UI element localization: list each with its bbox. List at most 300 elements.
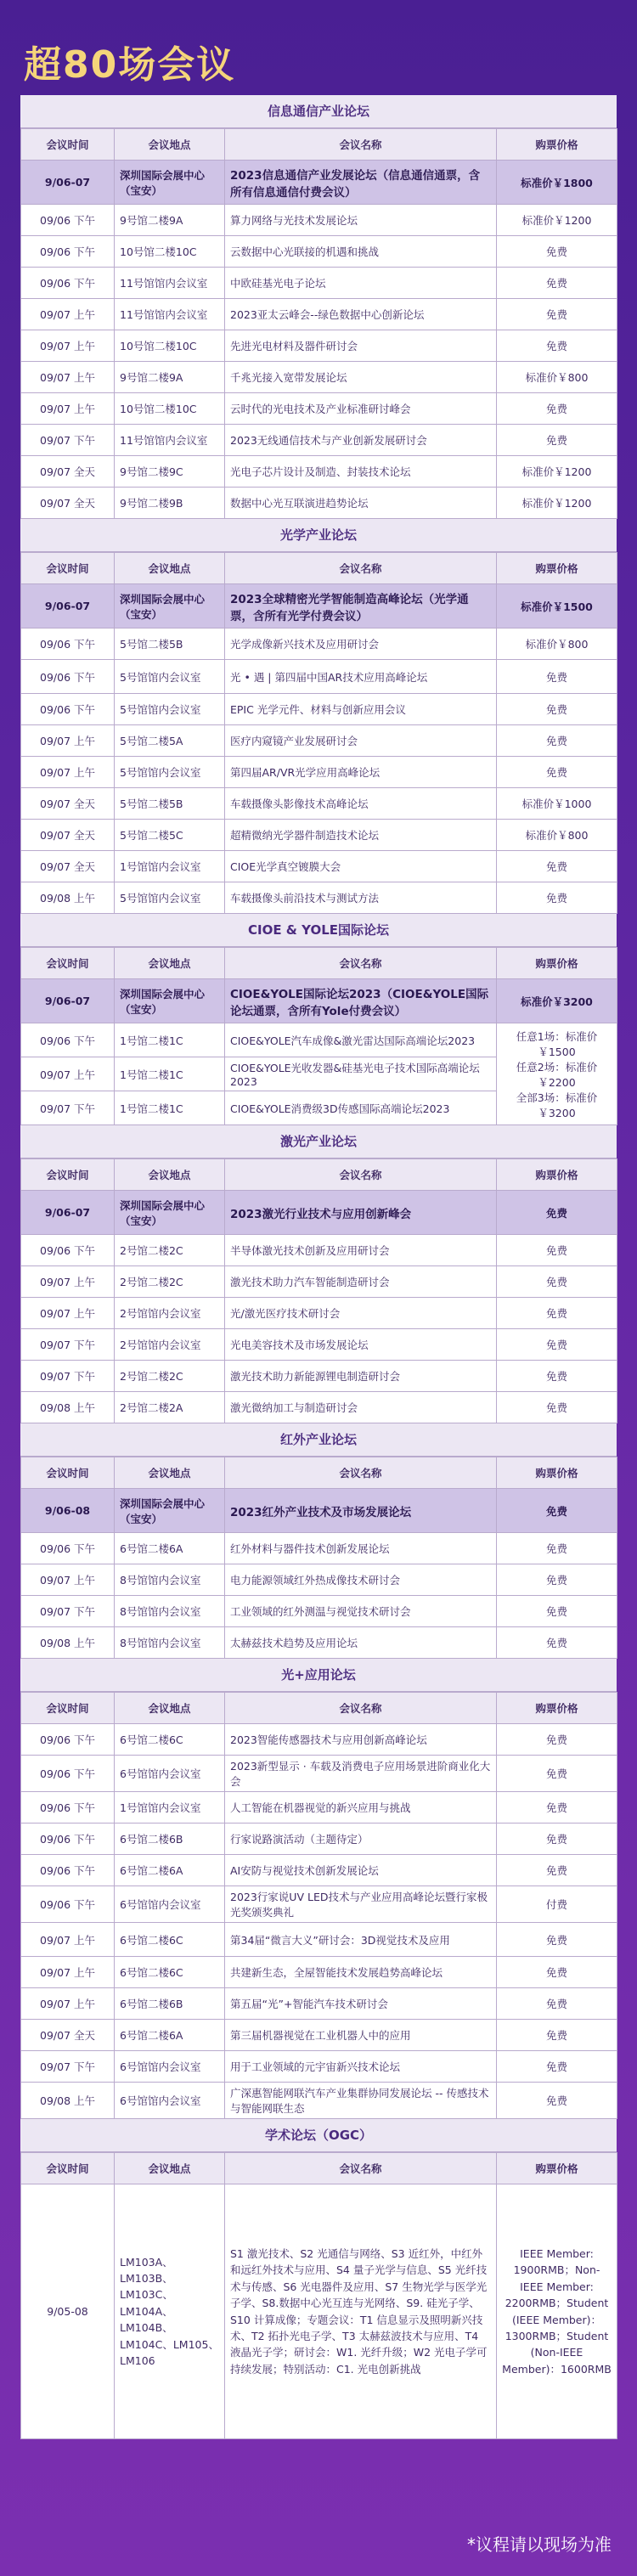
meeting-name: CIOE&YOLE国际论坛2023（CIOE&YOLE国际论坛通票，含所有Yole付费会议） [225, 979, 497, 1023]
meeting-time: 9/05-08 [21, 2184, 115, 2439]
meeting-name: 光学成像新兴技术及应用研讨会 [225, 628, 497, 660]
agenda-table [20, 1457, 617, 1659]
agenda-table [20, 2152, 617, 2439]
section-title: 学术论坛（OGC） [20, 2119, 617, 2152]
meeting-time: 09/06 下午 [21, 1235, 115, 1266]
ticket-price: 免费 [497, 1724, 617, 1756]
footnote: *议程请以现场为准 [467, 2534, 612, 2555]
table-row [21, 268, 617, 299]
table-header-row [21, 2153, 617, 2184]
meeting-name: 2023无线通信技术与产业创新发展研讨会 [225, 425, 497, 456]
table-row [21, 882, 617, 914]
agenda-table [20, 128, 617, 519]
meeting-place: 2号馆馆内会议室 [115, 1329, 225, 1361]
ticket-price: 免费 [497, 1533, 617, 1564]
meeting-time: 09/06 下午 [21, 1792, 115, 1823]
meeting-place: 11号馆馆内会议室 [115, 268, 225, 299]
table-row [21, 1191, 617, 1235]
column-header: 会议名称 [225, 2153, 497, 2184]
table-row [21, 425, 617, 456]
meeting-time: 09/06 下午 [21, 1823, 115, 1855]
table-row [21, 205, 617, 236]
table-header-row [21, 1457, 617, 1489]
meeting-name: 医疗内窥镜产业发展研讨会 [225, 725, 497, 757]
meeting-name: CIOE&YOLE光收发器&硅基光电子技术国际高端论坛2023 [225, 1057, 497, 1091]
meeting-place: 5号馆馆内会议室 [115, 757, 225, 788]
table-row [21, 694, 617, 725]
meeting-time: 9/06-07 [21, 161, 115, 205]
section-title: CIOE & YOLE国际论坛 [20, 914, 617, 947]
column-header: 会议名称 [225, 948, 497, 979]
meeting-name: 2023全球精密光学智能制造高峰论坛（光学通票，含所有光学付费会议） [225, 584, 497, 628]
table-row [21, 1329, 617, 1361]
agenda-table [20, 1692, 617, 2119]
meeting-name: 用于工业领域的元宇宙新兴技术论坛 [225, 2051, 497, 2083]
meeting-place: 深圳国际会展中心（宝安） [115, 161, 225, 205]
section-title: 红外产业论坛 [20, 1423, 617, 1457]
column-header: 会议地点 [115, 553, 225, 584]
meeting-place: 深圳国际会展中心（宝安） [115, 1489, 225, 1533]
ticket-price [497, 1023, 617, 1125]
meeting-time: 09/06 下午 [21, 1023, 115, 1057]
table-row [21, 1823, 617, 1855]
meeting-time: 09/06 下午 [21, 1886, 115, 1923]
ticket-price: 免费 [497, 851, 617, 882]
meeting-time: 09/07 上午 [21, 1957, 115, 1988]
ticket-price: 免费 [497, 660, 617, 694]
table-row [21, 584, 617, 628]
ticket-price: 标准价￥3200 [497, 979, 617, 1023]
meeting-time: 09/07 下午 [21, 2051, 115, 2083]
meeting-time: 09/06 下午 [21, 268, 115, 299]
meeting-time: 09/07 上午 [21, 299, 115, 330]
meeting-time: 09/07 上午 [21, 362, 115, 393]
meeting-time: 09/06 下午 [21, 1724, 115, 1756]
column-header: 购票价格 [497, 1457, 617, 1489]
table-row [21, 1023, 617, 1057]
meeting-time: 09/07 上午 [21, 1057, 115, 1091]
meeting-time: 09/07 上午 [21, 1564, 115, 1596]
meeting-name: 车载摄像头影像技术高峰论坛 [225, 788, 497, 820]
table-row [21, 1923, 617, 1957]
meeting-place: 6号馆二楼6A [115, 1533, 225, 1564]
meeting-place: 6号馆馆内会议室 [115, 1886, 225, 1923]
meeting-name: 2023激光行业技术与应用创新峰会 [225, 1191, 497, 1235]
table-row [21, 1298, 617, 1329]
ticket-price: 免费 [497, 1191, 617, 1235]
meeting-name: 行家说路演活动（主题待定） [225, 1823, 497, 1855]
meeting-time: 9/06-07 [21, 584, 115, 628]
ticket-price: 免费 [497, 268, 617, 299]
agenda-table [20, 947, 617, 1125]
meeting-name: 红外材料与器件技术创新发展论坛 [225, 1533, 497, 1564]
ticket-price: 免费 [497, 1756, 617, 1792]
table-row [21, 1627, 617, 1659]
table-row [21, 330, 617, 362]
ticket-price-option: 任意2场：标准价￥2200 [516, 1060, 598, 1089]
meeting-time: 09/07 下午 [21, 1596, 115, 1627]
table-row [21, 1266, 617, 1298]
meeting-time: 09/07 上午 [21, 1298, 115, 1329]
table-row [21, 2184, 617, 2439]
table-row [21, 851, 617, 882]
ticket-price: 免费 [497, 2020, 617, 2051]
meeting-name: 第四届AR/VR光学应用高峰论坛 [225, 757, 497, 788]
table-row [21, 2020, 617, 2051]
meeting-time: 09/06 下午 [21, 1855, 115, 1886]
table-row [21, 1392, 617, 1423]
section-title: 光+应用论坛 [20, 1659, 617, 1692]
table-row [21, 1957, 617, 1988]
meeting-name: 太赫兹技术趋势及应用论坛 [225, 1627, 497, 1659]
meeting-name: 2023亚太云峰会--绿色数据中心创新论坛 [225, 299, 497, 330]
meeting-place: 2号馆二楼2C [115, 1235, 225, 1266]
meeting-place: 6号馆二楼6C [115, 1923, 225, 1957]
ticket-price: 标准价￥1000 [497, 788, 617, 820]
meeting-place: 1号馆二楼1C [115, 1091, 225, 1125]
meeting-name: 共建新生态，全屋智能技术发展趋势高峰论坛 [225, 1957, 497, 1988]
table-row [21, 1886, 617, 1923]
table-row [21, 788, 617, 820]
table-row [21, 1756, 617, 1792]
table-row [21, 628, 617, 660]
column-header: 会议时间 [21, 1693, 115, 1724]
ticket-price: 标准价￥800 [497, 362, 617, 393]
ticket-price-option: 任意1场：标准价￥1500 [516, 1029, 598, 1058]
column-header: 会议名称 [225, 553, 497, 584]
table-row [21, 820, 617, 851]
meeting-name: 广深惠智能网联汽车产业集群协同发展论坛 -- 传感技术与智能网联生态 [225, 2083, 497, 2119]
meeting-name: 千兆光接入宽带发展论坛 [225, 362, 497, 393]
meeting-name: 光电子芯片设计及制造、封装技术论坛 [225, 456, 497, 488]
meeting-name: 云数据中心光联接的机遇和挑战 [225, 236, 497, 268]
column-header: 会议时间 [21, 2153, 115, 2184]
page-title: 超80场会议 [24, 43, 236, 87]
meeting-name: EPIC 光学元件、材料与创新应用会议 [225, 694, 497, 725]
table-row [21, 725, 617, 757]
meeting-place: LM103A、LM103B、LM103C、LM104A、LM104B、LM104C、LM105、LM106 [115, 2184, 225, 2439]
meeting-time: 9/06-08 [21, 1489, 115, 1533]
meeting-time: 09/07 下午 [21, 425, 115, 456]
section-title: 信息通信产业论坛 [20, 95, 617, 128]
meeting-time: 09/07 全天 [21, 456, 115, 488]
meeting-place: 10号馆二楼10C [115, 393, 225, 425]
column-header: 会议时间 [21, 553, 115, 584]
ticket-price: 免费 [497, 882, 617, 914]
table-row [21, 2083, 617, 2119]
meeting-place: 8号馆馆内会议室 [115, 1627, 225, 1659]
table-row [21, 299, 617, 330]
meeting-place: 2号馆二楼2A [115, 1392, 225, 1423]
meeting-place: 5号馆二楼5C [115, 820, 225, 851]
meeting-name: 第34届“微言大义”研讨会：3D视觉技术及应用 [225, 1923, 497, 1957]
column-header: 会议地点 [115, 1457, 225, 1489]
meeting-place: 6号馆二楼6C [115, 1957, 225, 1988]
meeting-time: 09/06 下午 [21, 660, 115, 694]
ticket-price: 免费 [497, 1627, 617, 1659]
table-header-row [21, 129, 617, 161]
ticket-price: 免费 [497, 694, 617, 725]
column-header: 会议地点 [115, 1693, 225, 1724]
meeting-place: 2号馆二楼2C [115, 1266, 225, 1298]
meeting-place: 11号馆馆内会议室 [115, 425, 225, 456]
ticket-price: 免费 [497, 299, 617, 330]
meeting-name: 先进光电材料及器件研讨会 [225, 330, 497, 362]
meeting-name: 2023智能传感器技术与应用创新高峰论坛 [225, 1724, 497, 1756]
meeting-place: 5号馆馆内会议室 [115, 660, 225, 694]
table-row [21, 1533, 617, 1564]
column-header: 会议地点 [115, 2153, 225, 2184]
table-row [21, 1855, 617, 1886]
meeting-place: 6号馆二楼6B [115, 1988, 225, 2020]
meeting-place: 9号馆二楼9A [115, 205, 225, 236]
meeting-place: 8号馆馆内会议室 [115, 1596, 225, 1627]
agenda-sheet [20, 95, 617, 2439]
meeting-time: 09/08 上午 [21, 1627, 115, 1659]
ticket-price: 免费 [497, 425, 617, 456]
ticket-price: 免费 [497, 1361, 617, 1392]
meeting-place: 深圳国际会展中心（宝安） [115, 979, 225, 1023]
meeting-name: 2023红外产业技术及市场发展论坛 [225, 1489, 497, 1533]
table-row [21, 236, 617, 268]
meeting-place: 1号馆馆内会议室 [115, 1792, 225, 1823]
agenda-table [20, 552, 617, 914]
table-row [21, 2051, 617, 2083]
ticket-price: 免费 [497, 1855, 617, 1886]
meeting-name: 2023新型显示 · 车载及消费电子应用场景进阶商业化大会 [225, 1756, 497, 1792]
ticket-price: 免费 [497, 2051, 617, 2083]
meeting-name: 光 • 遇 | 第四届中国AR技术应用高峰论坛 [225, 660, 497, 694]
table-row [21, 1596, 617, 1627]
meeting-name: CIOE&YOLE消费级3D传感国际高端论坛2023 [225, 1091, 497, 1125]
meeting-time: 09/07 全天 [21, 851, 115, 882]
ticket-price: 标准价￥800 [497, 628, 617, 660]
meeting-place: 6号馆二楼6A [115, 2020, 225, 2051]
ticket-price: IEEE Member: 1900RMB；Non-IEEE Member: 2200RMB；Student (IEEE Member)：1300RMB；Student (Non-IEEE Member)：1600RMB [497, 2184, 617, 2439]
table-row [21, 1489, 617, 1533]
table-row [21, 979, 617, 1023]
column-header: 会议地点 [115, 1159, 225, 1191]
ticket-price: 标准价￥1800 [497, 161, 617, 205]
ticket-price: 免费 [497, 236, 617, 268]
meeting-name: 算力网络与光技术发展论坛 [225, 205, 497, 236]
meeting-place: 9号馆二楼9B [115, 488, 225, 519]
meeting-name: 数据中心光互联演进趋势论坛 [225, 488, 497, 519]
ticket-price: 免费 [497, 1266, 617, 1298]
meeting-place: 1号馆馆内会议室 [115, 851, 225, 882]
meeting-place: 5号馆二楼5B [115, 788, 225, 820]
ticket-price: 免费 [497, 1596, 617, 1627]
meeting-name: 光电美容技术及市场发展论坛 [225, 1329, 497, 1361]
meeting-place: 5号馆二楼5A [115, 725, 225, 757]
meeting-name: S1 激光技术、S2 光通信与网络、S3 近红外，中红外和远红外技术与应用、S4 量子光学与信息、S5 光纤技术与传感、S6 光电器件及应用、S7 生物光学与医学光子学、S8.数据中心光互连与光网络、S9. 硅光子学、S10 计算成像；专题会议：T1 信息显示及照明新兴技术、T2 拓扑光电子学、T3 太赫兹波技术与应用、T4 液晶光子学；研讨会：W1. 光纤升级；W2 光电子学可持续发展；特别活动：C1. 光电创新挑战 [225, 2184, 497, 2439]
ticket-price: 标准价￥1200 [497, 205, 617, 236]
meeting-time: 09/08 上午 [21, 1392, 115, 1423]
ticket-price: 免费 [497, 1298, 617, 1329]
meeting-time: 09/07 下午 [21, 1329, 115, 1361]
ticket-price: 免费 [497, 1792, 617, 1823]
meeting-place: 6号馆二楼6C [115, 1724, 225, 1756]
meeting-name: CIOE&YOLE汽车成像&激光雷达国际高端论坛2023 [225, 1023, 497, 1057]
column-header: 会议名称 [225, 1693, 497, 1724]
ticket-price: 免费 [497, 1329, 617, 1361]
ticket-price: 免费 [497, 1489, 617, 1533]
section-title: 激光产业论坛 [20, 1125, 617, 1158]
meeting-time: 09/07 上午 [21, 1266, 115, 1298]
meeting-place: 6号馆馆内会议室 [115, 2051, 225, 2083]
table-header-row [21, 1693, 617, 1724]
table-row [21, 488, 617, 519]
ticket-price: 免费 [497, 1392, 617, 1423]
table-header-row [21, 553, 617, 584]
meeting-place: 5号馆馆内会议室 [115, 882, 225, 914]
meeting-place: 2号馆馆内会议室 [115, 1298, 225, 1329]
meeting-place: 深圳国际会展中心（宝安） [115, 1191, 225, 1235]
ticket-price: 免费 [497, 2083, 617, 2119]
meeting-time: 09/06 下午 [21, 1756, 115, 1792]
meeting-name: 2023信息通信产业发展论坛（信息通信通票，含所有信息通信付费会议） [225, 161, 497, 205]
column-header: 会议时间 [21, 1457, 115, 1489]
meeting-name: 云时代的光电技术及产业标准研讨峰会 [225, 393, 497, 425]
meeting-name: 电力能源领域红外热成像技术研讨会 [225, 1564, 497, 1596]
meeting-time: 09/07 上午 [21, 393, 115, 425]
meeting-time: 09/07 上午 [21, 1923, 115, 1957]
ticket-price: 免费 [497, 330, 617, 362]
agenda-table [20, 1158, 617, 1423]
meeting-time: 09/07 上午 [21, 725, 115, 757]
meeting-place: 6号馆二楼6B [115, 1823, 225, 1855]
meeting-time: 09/07 全天 [21, 788, 115, 820]
meeting-place: 5号馆馆内会议室 [115, 694, 225, 725]
column-header: 会议时间 [21, 948, 115, 979]
ticket-price: 标准价￥1200 [497, 488, 617, 519]
meeting-time: 09/06 下午 [21, 236, 115, 268]
ticket-price: 免费 [497, 1988, 617, 2020]
meeting-place: 11号馆馆内会议室 [115, 299, 225, 330]
column-header: 购票价格 [497, 1693, 617, 1724]
meeting-place: 9号馆二楼9C [115, 456, 225, 488]
meeting-time: 09/07 下午 [21, 1361, 115, 1392]
ticket-price: 标准价￥1200 [497, 456, 617, 488]
ticket-price: 免费 [497, 1923, 617, 1957]
table-row [21, 1724, 617, 1756]
column-header: 购票价格 [497, 1159, 617, 1191]
table-header-row [21, 948, 617, 979]
ticket-price: 免费 [497, 725, 617, 757]
ticket-price: 免费 [497, 393, 617, 425]
meeting-time: 09/06 下午 [21, 694, 115, 725]
meeting-name: 激光技术助力汽车智能制造研讨会 [225, 1266, 497, 1298]
meeting-time: 09/07 下午 [21, 1091, 115, 1125]
meeting-name: 人工智能在机器视觉的新兴应用与挑战 [225, 1792, 497, 1823]
meeting-name: 中欧硅基光电子论坛 [225, 268, 497, 299]
column-header: 会议名称 [225, 129, 497, 161]
meeting-name: 光/激光医疗技术研讨会 [225, 1298, 497, 1329]
meeting-name: 车载摄像头前沿技术与测试方法 [225, 882, 497, 914]
meeting-place: 深圳国际会展中心（宝安） [115, 584, 225, 628]
meeting-place: 8号馆馆内会议室 [115, 1564, 225, 1596]
meeting-time: 09/06 下午 [21, 205, 115, 236]
ticket-price: 免费 [497, 1957, 617, 1988]
meeting-name: 第三届机器视觉在工业机器人中的应用 [225, 2020, 497, 2051]
meeting-name: 工业领域的红外测温与视觉技术研讨会 [225, 1596, 497, 1627]
meeting-name: 超精微纳光学器件制造技术论坛 [225, 820, 497, 851]
meeting-time: 09/07 全天 [21, 2020, 115, 2051]
table-row [21, 1792, 617, 1823]
meeting-name: 激光技术助力新能源锂电制造研讨会 [225, 1361, 497, 1392]
table-row [21, 362, 617, 393]
column-header: 购票价格 [497, 553, 617, 584]
table-row [21, 757, 617, 788]
meeting-time: 09/07 上午 [21, 330, 115, 362]
ticket-price: 标准价￥800 [497, 820, 617, 851]
ticket-price: 免费 [497, 1564, 617, 1596]
meeting-name: 半导体激光技术创新及应用研讨会 [225, 1235, 497, 1266]
ticket-price-option: 全部3场：标准价￥3200 [516, 1091, 598, 1119]
table-row [21, 456, 617, 488]
table-row [21, 1988, 617, 2020]
meeting-place: 1号馆二楼1C [115, 1057, 225, 1091]
meeting-place: 10号馆二楼10C [115, 236, 225, 268]
column-header: 购票价格 [497, 2153, 617, 2184]
column-header: 会议名称 [225, 1159, 497, 1191]
meeting-place: 2号馆二楼2C [115, 1361, 225, 1392]
meeting-time: 09/08 上午 [21, 882, 115, 914]
section-title: 光学产业论坛 [20, 519, 617, 552]
meeting-name: 2023行家说UV LED技术与产业应用高峰论坛暨行家极光奖颁奖典礼 [225, 1886, 497, 1923]
meeting-name: CIOE光学真空镀膜大会 [225, 851, 497, 882]
column-header: 购票价格 [497, 948, 617, 979]
table-row [21, 161, 617, 205]
ticket-price: 标准价￥1500 [497, 584, 617, 628]
meeting-time: 09/07 全天 [21, 820, 115, 851]
table-row [21, 1564, 617, 1596]
meeting-name: 第五届“光”+智能汽车技术研讨会 [225, 1988, 497, 2020]
table-row [21, 660, 617, 694]
meeting-place: 6号馆馆内会议室 [115, 2083, 225, 2119]
ticket-price: 免费 [497, 1235, 617, 1266]
column-header: 会议地点 [115, 129, 225, 161]
ticket-price: 免费 [497, 757, 617, 788]
meeting-name: 激光微纳加工与制造研讨会 [225, 1392, 497, 1423]
meeting-time: 09/07 上午 [21, 1988, 115, 2020]
meeting-time: 9/06-07 [21, 979, 115, 1023]
column-header: 购票价格 [497, 129, 617, 161]
ticket-price: 付费 [497, 1886, 617, 1923]
meeting-place: 5号馆二楼5B [115, 628, 225, 660]
meeting-time: 09/06 下午 [21, 628, 115, 660]
meeting-place: 10号馆二楼10C [115, 330, 225, 362]
meeting-place: 1号馆二楼1C [115, 1023, 225, 1057]
column-header: 会议地点 [115, 948, 225, 979]
table-header-row [21, 1159, 617, 1191]
meeting-time: 9/06-07 [21, 1191, 115, 1235]
meeting-place: 6号馆二楼6A [115, 1855, 225, 1886]
table-row [21, 1361, 617, 1392]
meeting-time: 09/07 上午 [21, 757, 115, 788]
meeting-name: AI安防与视觉技术创新发展论坛 [225, 1855, 497, 1886]
table-row [21, 393, 617, 425]
meeting-time: 09/07 全天 [21, 488, 115, 519]
table-row [21, 1235, 617, 1266]
column-header: 会议时间 [21, 1159, 115, 1191]
meeting-time: 09/08 上午 [21, 2083, 115, 2119]
column-header: 会议名称 [225, 1457, 497, 1489]
column-header: 会议时间 [21, 129, 115, 161]
meeting-place: 9号馆二楼9A [115, 362, 225, 393]
meeting-place: 6号馆馆内会议室 [115, 1756, 225, 1792]
ticket-price: 免费 [497, 1823, 617, 1855]
